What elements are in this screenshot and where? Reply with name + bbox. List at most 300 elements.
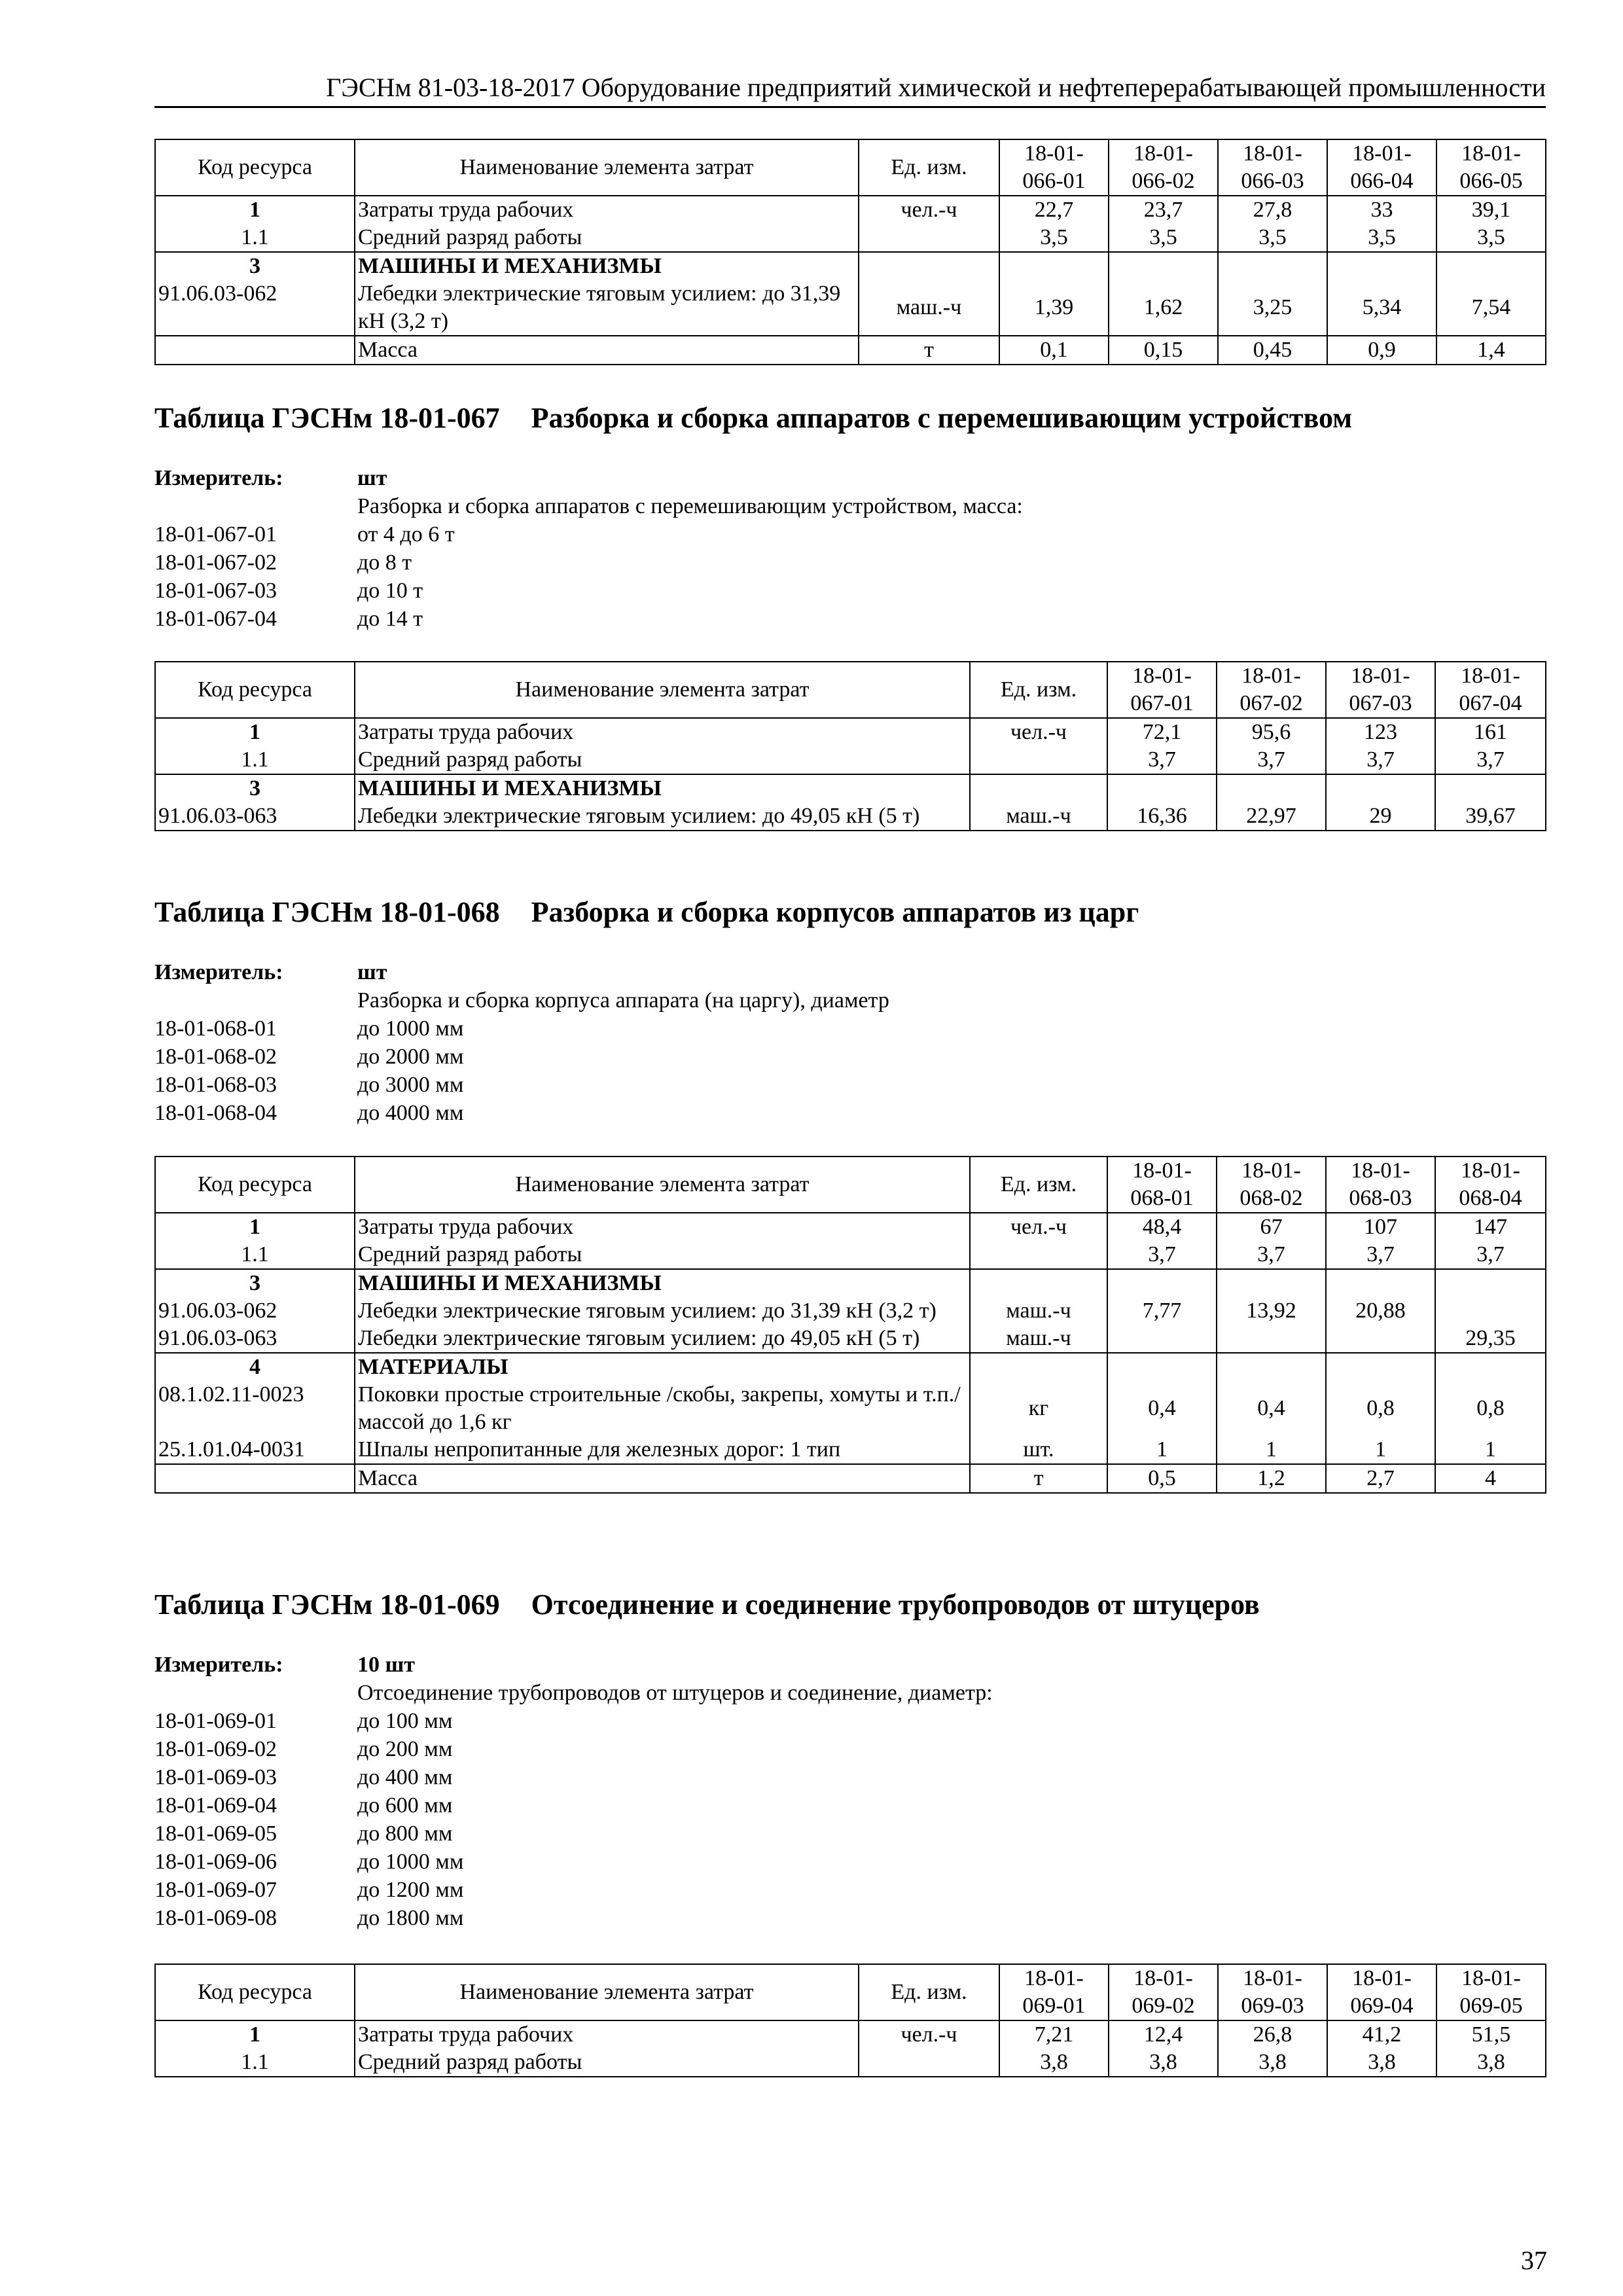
meter-item [154,1904,993,1932]
value-cell: 13,92 [1217,1297,1326,1325]
meter-description: Отсоединение трубопроводов от штуцеров и соединение, диаметр: [357,1681,993,1705]
unit-of-measure [859,224,999,252]
value-cell [1327,252,1436,280]
value-cell [1435,1353,1546,1381]
value-cell: 7,77 [1107,1297,1217,1325]
resource-code: 25.1.01.04-0031 [155,1436,355,1464]
resource-code [155,336,355,365]
col-header-variant [1218,1964,1327,2020]
value-cell: 7,21 [999,2020,1109,2049]
col-header-line: 069-04 [1350,1994,1414,2018]
col-header-line: 18-01- [1133,141,1193,166]
col-header-line: 18-01- [1352,141,1412,166]
table-067-title [154,401,1352,436]
cost-element-name: Средний разряд работы [355,224,859,252]
table-068-meter-block [154,958,889,1127]
col-header-variant [1218,139,1327,196]
resource-code: 1 [155,2020,355,2049]
unit-of-measure [970,1269,1107,1297]
table-row [155,746,1546,774]
value-cell [1107,1325,1217,1353]
value-cell: 22,7 [999,196,1109,224]
meter-item-text: до 100 мм [357,1709,453,1733]
value-cell: 22,97 [1217,802,1326,831]
value-cell: 51,5 [1436,2020,1546,2049]
meter-item [154,1014,889,1043]
cost-element-name: МАШИНЫ И МЕХАНИЗМЫ [355,1269,970,1297]
resource-code: 91.06.03-063 [155,1325,355,1353]
col-header-name: Наименование элемента затрат [355,662,970,718]
meter-item-code: 18-01-068-02 [154,1045,277,1069]
meter-unit: 10 шт [357,1653,415,1677]
resource-code: 4 [155,1353,355,1381]
table-068-label: Таблица ГЭСНм 18-01-068 [154,896,500,928]
value-cell [1217,774,1326,802]
col-header-line: 066-02 [1132,169,1195,193]
col-header-line: 067-04 [1459,691,1522,715]
col-header-variant [1327,139,1436,196]
col-header-line: 18-01- [1461,1966,1521,1990]
meter-item [154,1735,993,1763]
cost-element-name: Затраты труда рабочих [355,2020,859,2049]
value-cell: 27,8 [1218,196,1327,224]
meter-item-code: 18-01-067-04 [154,607,277,631]
meter-item [154,1099,889,1127]
unit-of-measure: маш.-ч [970,1297,1107,1325]
col-header-name: Наименование элемента затрат [355,1157,970,1213]
col-header-unit: Ед. изм. [859,139,999,196]
col-header-variant [1326,662,1435,718]
value-cell: 1,39 [999,280,1109,336]
value-cell: 3,5 [1218,224,1327,252]
meter-item [154,1043,889,1071]
col-header-variant [1326,1157,1435,1213]
meter-item [154,548,1023,577]
unit-of-measure: маш.-ч [970,802,1107,831]
col-header-variant [999,1964,1109,2020]
meter-description-row [154,1679,993,1707]
meter-item-text: до 1000 мм [357,1016,464,1041]
table-069-title [154,1587,1260,1623]
value-cell: 147 [1435,1213,1546,1241]
col-header-line: 18-01- [1461,664,1520,688]
col-header-line: 069-02 [1132,1994,1195,2018]
col-header-code: Код ресурса [155,662,355,718]
col-header-code: Код ресурса [155,1157,355,1213]
meter-unit: шт [357,960,387,984]
col-header-line: 066-04 [1350,169,1414,193]
col-header-line: 067-02 [1240,691,1303,715]
table-row [155,1213,1546,1241]
value-cell: 3,5 [1436,224,1546,252]
meter-label: Измеритель: [154,1653,283,1677]
meter-item [154,1763,993,1791]
value-cell: 0,4 [1107,1381,1217,1436]
col-header-variant [1107,662,1217,718]
col-header-line: 069-01 [1022,1994,1086,2018]
value-cell: 5,34 [1327,280,1436,336]
value-cell: 3,5 [1327,224,1436,252]
value-cell: 29,35 [1435,1325,1546,1353]
col-header-line: 18-01- [1133,1966,1193,1990]
cost-element-name: Затраты труда рабочих [355,718,970,746]
meter-item-code: 18-01-067-01 [154,522,277,547]
col-header-name: Наименование элемента затрат [355,1964,859,2020]
meter-item [154,1820,993,1848]
cost-element-name: Средний разряд работы [355,2049,859,2077]
meter-item-code: 18-01-069-05 [154,1821,277,1846]
table-row [155,1241,1546,1269]
col-header-line: 18-01- [1352,1966,1412,1990]
meter-item [154,1791,993,1820]
unit-of-measure: чел.-ч [859,2020,999,2049]
meter-item-code: 18-01-068-03 [154,1073,277,1097]
value-cell [1217,1353,1326,1381]
meter-spacer [154,492,357,520]
value-cell: 72,1 [1107,718,1217,746]
value-cell: 1 [1217,1436,1326,1464]
unit-of-measure: кг [970,1381,1107,1436]
unit-of-measure: чел.-ч [970,718,1107,746]
value-cell: 3,7 [1217,746,1326,774]
unit-of-measure [970,1241,1107,1269]
value-cell: 41,2 [1327,2020,1436,2049]
value-cell: 0,4 [1217,1381,1326,1436]
table-row [155,336,1546,365]
col-header-line: 18-01- [1024,1966,1084,1990]
meter-item-code: 18-01-069-07 [154,1878,277,1902]
col-header-line: 18-01- [1241,1158,1301,1183]
table-header-row [155,1964,1546,2020]
meter-item [154,1876,993,1904]
table-header-row [155,1157,1546,1213]
meter-row [154,958,889,986]
col-header-variant [1107,1157,1217,1213]
value-cell: 20,88 [1326,1297,1435,1325]
col-header-line: 067-03 [1349,691,1412,715]
table-row [155,252,1546,280]
meter-item-text: до 400 мм [357,1765,453,1789]
value-cell: 1 [1107,1436,1217,1464]
value-cell: 0,1 [999,336,1109,365]
meter-item-text: до 4000 мм [357,1101,464,1125]
value-cell [1107,1353,1217,1381]
value-cell: 3,7 [1217,1241,1326,1269]
col-header-code: Код ресурса [155,1964,355,2020]
resource-code: 1 [155,718,355,746]
col-header-line: 18-01- [1461,141,1521,166]
resource-code: 1.1 [155,746,355,774]
meter-item-text: до 8 т [357,550,412,575]
cost-element-name: МАШИНЫ И МЕХАНИЗМЫ [355,774,970,802]
unit-of-measure: маш.-ч [859,280,999,336]
value-cell: 23,7 [1109,196,1218,224]
value-cell: 1,2 [1217,1464,1326,1493]
table-067-label: Таблица ГЭСНм 18-01-067 [154,402,500,434]
col-header-line: 066-01 [1022,169,1086,193]
value-cell: 67 [1217,1213,1326,1241]
value-cell [999,252,1109,280]
unit-of-measure [970,746,1107,774]
meter-item-text: до 600 мм [357,1793,453,1818]
table-row [155,2020,1546,2049]
table-row [155,1353,1546,1381]
value-cell: 48,4 [1107,1213,1217,1241]
meter-item-text: до 3000 мм [357,1073,464,1097]
cost-element-name: Затраты труда рабочих [355,196,859,224]
table-row [155,1325,1546,1353]
col-header-line: 18-01- [1461,1158,1520,1183]
resource-code: 3 [155,774,355,802]
table-068-name: Разборка и сборка корпусов аппаратов из царг [531,896,1139,928]
table-069-label: Таблица ГЭСНм 18-01-069 [154,1588,500,1621]
unit-of-measure: чел.-ч [970,1213,1107,1241]
value-cell [1217,1269,1326,1297]
col-header-line: 068-02 [1240,1186,1303,1210]
meter-description-row [154,492,1023,520]
col-header-line: 18-01- [1241,664,1301,688]
value-cell: 26,8 [1218,2020,1327,2049]
value-cell: 33 [1327,196,1436,224]
meter-item-code: 18-01-068-01 [154,1016,277,1041]
unit-of-measure: маш.-ч [970,1325,1107,1353]
meter-item [154,520,1023,548]
value-cell: 12,4 [1109,2020,1218,2049]
col-header-name: Наименование элемента затрат [355,139,859,196]
meter-item-code: 18-01-069-02 [154,1737,277,1761]
cost-element-name: Затраты труда рабочих [355,1213,970,1241]
value-cell [1326,1353,1435,1381]
col-header-line: 18-01- [1243,141,1302,166]
cost-element-name: МАТЕРИАЛЫ [355,1353,970,1381]
meter-item [154,605,1023,633]
table-069-name: Отсоединение и соединение трубопроводов от штуцеров [531,1588,1260,1621]
col-header-line: 068-01 [1130,1186,1194,1210]
col-header-line: 068-03 [1349,1186,1412,1210]
value-cell: 29 [1326,802,1435,831]
meter-item-text: до 200 мм [357,1737,453,1761]
value-cell: 1,62 [1109,280,1218,336]
meter-item-text: от 4 до 6 т [357,522,455,547]
value-cell: 3,8 [999,2049,1109,2077]
meter-item-code: 18-01-069-01 [154,1709,277,1733]
value-cell: 3,25 [1218,280,1327,336]
value-cell [1436,252,1546,280]
page-number: 37 [1521,2246,1547,2275]
value-cell: 3,7 [1107,1241,1217,1269]
value-cell: 0,8 [1435,1381,1546,1436]
value-cell: 16,36 [1107,802,1217,831]
resource-code: 08.1.02.11-0023 [155,1381,355,1436]
cost-element-name: Средний разряд работы [355,1241,970,1269]
col-header-variant [1436,139,1546,196]
value-cell [1107,774,1217,802]
value-cell: 3,7 [1326,1241,1435,1269]
col-header-variant [1109,139,1218,196]
unit-of-measure [970,1353,1107,1381]
table-067 [154,661,1546,831]
col-header-variant [1436,1964,1546,2020]
col-header-line: 18-01- [1024,141,1084,166]
meter-item-text: до 800 мм [357,1821,453,1846]
resource-code: 91.06.03-062 [155,280,355,336]
cost-element-name: Лебедки электрические тяговым усилием: до 49,05 кН (5 т) [355,802,970,831]
cost-element-name: Масса [355,1464,970,1493]
meter-row [154,1651,993,1679]
table-row [155,718,1546,746]
value-cell: 39,1 [1436,196,1546,224]
resource-code: 1 [155,1213,355,1241]
col-header-line: 18-01- [1351,1158,1410,1183]
meter-item-code: 18-01-069-08 [154,1906,277,1930]
value-cell: 0,15 [1109,336,1218,365]
col-header-variant [999,139,1109,196]
table-header-row [155,139,1546,196]
cost-element-name: Шпалы непропитанные для железных дорог: 1 тип [355,1436,970,1464]
page-header: ГЭСНм 81-03-18-2017 Оборудование предприятий химической и нефтеперерабатывающей промышленности [154,72,1546,108]
table-066-continuation [154,139,1546,365]
value-cell: 3,5 [1109,224,1218,252]
meter-item-text: до 1200 мм [357,1878,464,1902]
value-cell: 95,6 [1217,718,1326,746]
value-cell: 0,5 [1107,1464,1217,1493]
resource-code: 1.1 [155,1241,355,1269]
meter-item-text: до 2000 мм [357,1045,464,1069]
col-header-line: 18-01- [1243,1966,1302,1990]
meter-unit: шт [357,466,387,490]
col-header-line: 067-01 [1130,691,1194,715]
resource-code: 1.1 [155,2049,355,2077]
col-header-line: 068-04 [1459,1186,1522,1210]
value-cell: 3,8 [1109,2049,1218,2077]
col-header-variant [1327,1964,1436,2020]
col-header-line: 18-01- [1132,1158,1192,1183]
table-row [155,774,1546,802]
table-067-name: Разборка и сборка аппаратов с перемешивающим устройством [531,402,1353,434]
value-cell: 2,7 [1326,1464,1435,1493]
table-header-row [155,662,1546,718]
col-header-code: Код ресурса [155,139,355,196]
meter-description: Разборка и сборка аппаратов с перемешивающим устройством, масса: [357,494,1023,518]
meter-item [154,1848,993,1876]
value-cell: 4 [1435,1464,1546,1493]
table-067-meter-block [154,464,1023,633]
value-cell: 3,7 [1435,1241,1546,1269]
col-header-variant [1217,1157,1326,1213]
col-header-line: 18-01- [1132,664,1192,688]
table-row [155,1464,1546,1493]
resource-code [155,1464,355,1493]
value-cell [1107,1269,1217,1297]
cost-element-name: Поковки простые строительные /скобы, закрепы, хомуты и т.п./ массой до 1,6 кг [355,1381,970,1436]
meter-item-code: 18-01-069-03 [154,1765,277,1789]
table-069-meter-block [154,1651,993,1932]
value-cell: 3,7 [1435,746,1546,774]
value-cell [1326,1325,1435,1353]
value-cell [1435,1269,1546,1297]
meter-item-text: до 1800 мм [357,1906,464,1930]
value-cell [1435,774,1546,802]
col-header-line: 066-05 [1459,169,1523,193]
value-cell: 3,8 [1218,2049,1327,2077]
meter-row [154,464,1023,492]
value-cell [1326,774,1435,802]
cost-element-name: Лебедки электрические тяговым усилием: до 49,05 кН (5 т) [355,1325,970,1353]
cost-element-name: МАШИНЫ И МЕХАНИЗМЫ [355,252,859,280]
col-header-unit: Ед. изм. [970,662,1107,718]
table-row [155,802,1546,831]
meter-item-code: 18-01-067-02 [154,550,277,575]
meter-label: Измеритель: [154,960,283,984]
col-header-unit: Ед. изм. [859,1964,999,2020]
cost-element-name: Масса [355,336,859,365]
resource-code: 91.06.03-063 [155,802,355,831]
meter-item-code: 18-01-069-04 [154,1793,277,1818]
value-cell: 0,8 [1326,1381,1435,1436]
meter-label: Измеритель: [154,466,283,490]
col-header-line: 069-03 [1241,1994,1304,2018]
unit-of-measure: чел.-ч [859,196,999,224]
unit-of-measure [859,2049,999,2077]
value-cell [1435,1297,1546,1325]
table-row [155,1269,1546,1297]
table-068 [154,1156,1546,1494]
unit-of-measure [970,774,1107,802]
value-cell: 1 [1435,1436,1546,1464]
unit-of-measure: шт. [970,1436,1107,1464]
value-cell [1326,1269,1435,1297]
resource-code: 1 [155,196,355,224]
resource-code: 91.06.03-062 [155,1297,355,1325]
value-cell: 107 [1326,1213,1435,1241]
value-cell: 3,7 [1107,746,1217,774]
value-cell: 161 [1435,718,1546,746]
meter-item [154,577,1023,605]
value-cell: 7,54 [1436,280,1546,336]
meter-spacer [154,986,357,1014]
table-row [155,1381,1546,1436]
col-header-line: 18-01- [1351,664,1410,688]
value-cell: 3,7 [1326,746,1435,774]
unit-of-measure: т [970,1464,1107,1493]
value-cell [1218,252,1327,280]
resource-code: 3 [155,252,355,280]
meter-item [154,1707,993,1735]
col-header-unit: Ед. изм. [970,1157,1107,1213]
value-cell [1109,252,1218,280]
meter-item-text: до 10 т [357,579,423,603]
meter-description: Разборка и сборка корпуса аппарата (на царгу), диаметр [357,988,889,1013]
unit-of-measure: т [859,336,999,365]
col-header-line: 069-05 [1459,1994,1523,2018]
value-cell: 3,8 [1327,2049,1436,2077]
table-row [155,224,1546,252]
col-header-variant [1217,662,1326,718]
value-cell: 0,45 [1218,336,1327,365]
value-cell [1217,1325,1326,1353]
table-068-title [154,895,1139,930]
table-069 [154,1964,1546,2077]
meter-item [154,1071,889,1099]
value-cell: 0,9 [1327,336,1436,365]
meter-item-code: 18-01-068-04 [154,1101,277,1125]
value-cell: 123 [1326,718,1435,746]
col-header-variant [1109,1964,1218,2020]
resource-code: 1.1 [155,224,355,252]
col-header-variant [1435,662,1546,718]
meter-item-text: до 14 т [357,607,423,631]
col-header-variant [1435,1157,1546,1213]
